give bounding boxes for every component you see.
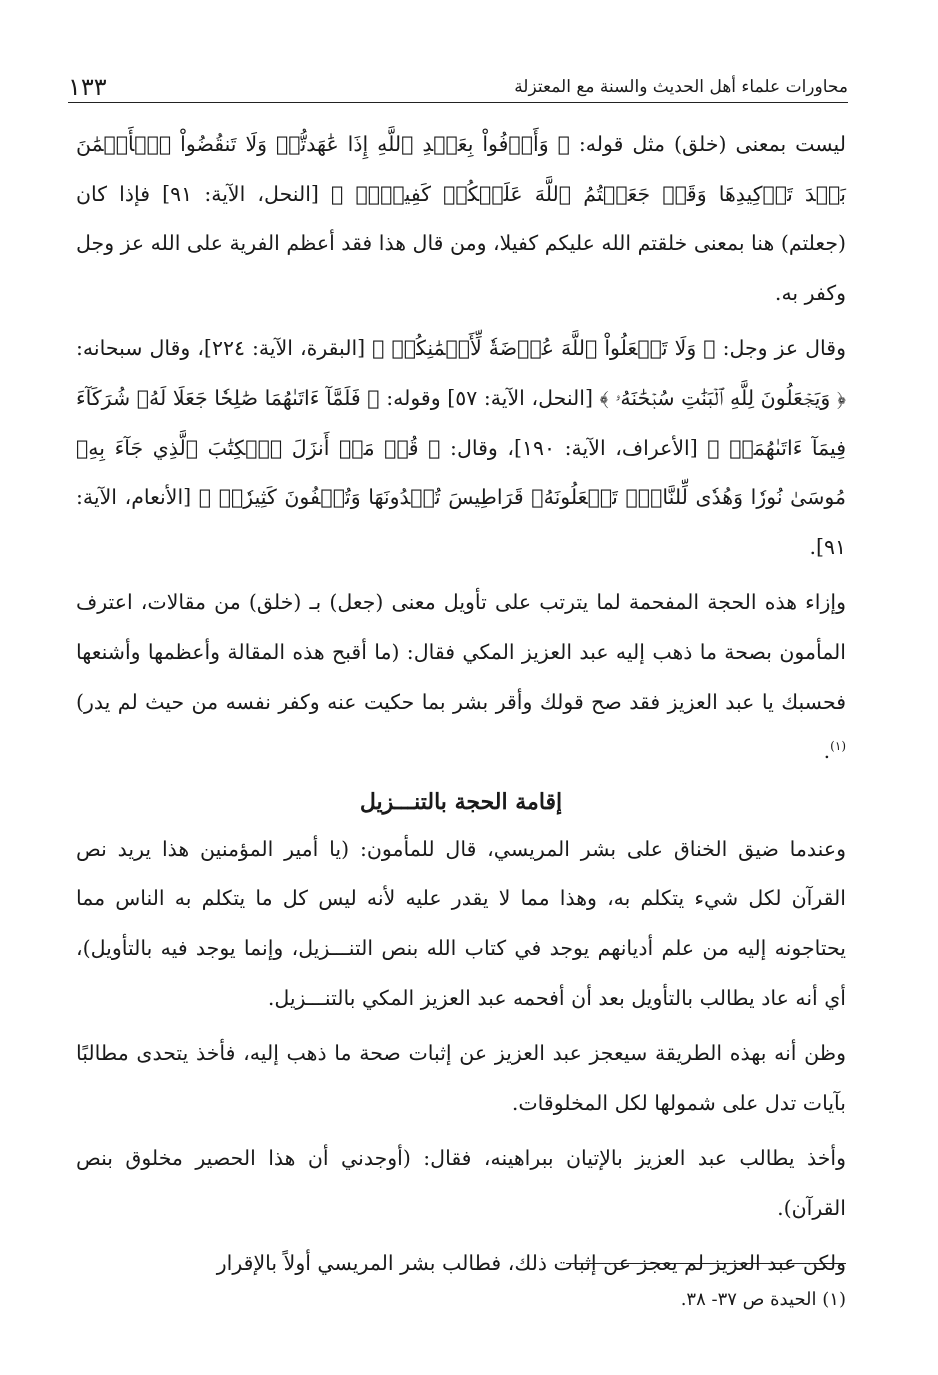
page-header [68, 68, 848, 103]
running-title: محاورات علماء أهل الحديث والسنة مع المعتزلة [514, 77, 848, 97]
footnote-reference[interactable]: (١) [830, 739, 846, 754]
body-text [76, 120, 846, 1289]
paragraph-6: وأخذ يطالب عبد العزيز بالإتيان ببراهينه، فقال: (أوجدني أن هذا الحصير مخلوق بنص القرآن). [76, 1146, 846, 1220]
paragraph-4: وعندما ضيق الخناق على بشر المريسي، قال للمأمون: (يا أمير المؤمنين هذا يريد نص القرآن لكل شيء يتكلم به، وهذا مما لا يقدر عليه لأنه ليس كل ما يتكلم به الناس مما يحتاجونه إليه من علم أديانهم يوجد في كتاب الله بنص التنـــزيل، وإنما يوجد فيه بالتأويل)، أي أنه عاد يطالب بالتأويل بعد أن أفحمه عبد العزيز المكي بالتنـــزيل. [76, 836, 846, 1010]
page-number: ١٣٣ [68, 73, 107, 101]
paragraph-5: وظن أنه بهذه الطريقة سيعجز عبد العزيز عن إثبات صحة ما ذهب إليه، فأخذ يتحدى مطالبًا بآيات تدل على شمولها لكل المخلوقات. [76, 1041, 846, 1115]
paragraph-3-end: . [823, 739, 831, 764]
footnote-divider [566, 1263, 846, 1264]
paragraph-3 [76, 578, 846, 776]
paragraph-7: ولكن عبد العزيز لم يعجز عن إثبات ذلك، فطالب بشر المريسي أولاً بالإقرار [216, 1251, 846, 1276]
paragraph-1: ليست بمعنى (خلق) مثل قوله: ﴿ وَأَوۡفُواْ بِعَهۡدِ ٱللَّهِ إِذَا عَٰهَدتُّمۡ وَلَا تَنقُضُواْ ٱلۡأَيۡمَٰنَ بَعۡدَ تَوۡكِيدِهَا وَقَدۡ جَعَلۡتُمُ ٱللَّهَ عَلَيۡكُمۡ كَفِيلًاۚ ﴾ [النحل، الآية: ٩١] فإذا كان (جعلتم) هنا بمعنى خلقتم الله عليكم كفيلا، ومن قال هذا فقد أعظم الفرية على الله عز وجل وكفر به. [76, 132, 846, 305]
footnote: (١) الحيدة ص ٣٧- ٣٨. [680, 1289, 846, 1310]
paragraph-3-text: وإزاء هذه الحجة المفحمة لما يترتب على تأويل معنى (جعل) بـ (خلق) من مقالات، اعترف المأمون بصحة ما ذهب إليه عبد العزيز المكي فقال: (ما أقبح هذه المقالة وأعظمها وأشنعها فحسبك يا عبد العزيز فقد صح قولك وأقر بشر بما حكيت عنه وكفر نفسه من حيث لم يدر) [76, 590, 846, 714]
paragraph-2: وقال عز وجل: ﴿ وَلَا تَجۡعَلُواْ ٱللَّهَ عُرۡضَةٗ لِّأَيۡمَٰنِكُمۡ ﴾ [البقرة، الآية: ٢٢٤]، وقال سبحانه: ﴿ وَيَجۡعَلُونَ لِلَّهِ ٱلۡبَنَٰتِ سُبۡحَٰنَهُۥ ﴾ [النحل، الآية: ٥٧] وقوله: ﴿ فَلَمَّآ ءَاتَىٰهُمَا صَٰلِحٗا جَعَلَا لَهُۥ شُرَكَآءَ فِيمَآ ءَاتَىٰهُمَاۚ ﴾ [الأعراف، الآية: ١٩٠]، وقال: ﴿ قُلۡ مَنۡ أَنزَلَ ٱلۡكِتَٰبَ ٱلَّذِي جَآءَ بِهِۦ مُوسَىٰ نُورٗا وَهُدٗى لِّلنَّاسِۖ تَجۡعَلُونَهُۥ قَرَاطِيسَ تُبۡدُونَهَا وَتُخۡفُونَ كَثِيرٗاۖ ﴾ [الأنعام، الآية: ٩١]. [76, 336, 846, 559]
section-heading: إقامة الحجة بالتنـــزيل [359, 788, 563, 815]
